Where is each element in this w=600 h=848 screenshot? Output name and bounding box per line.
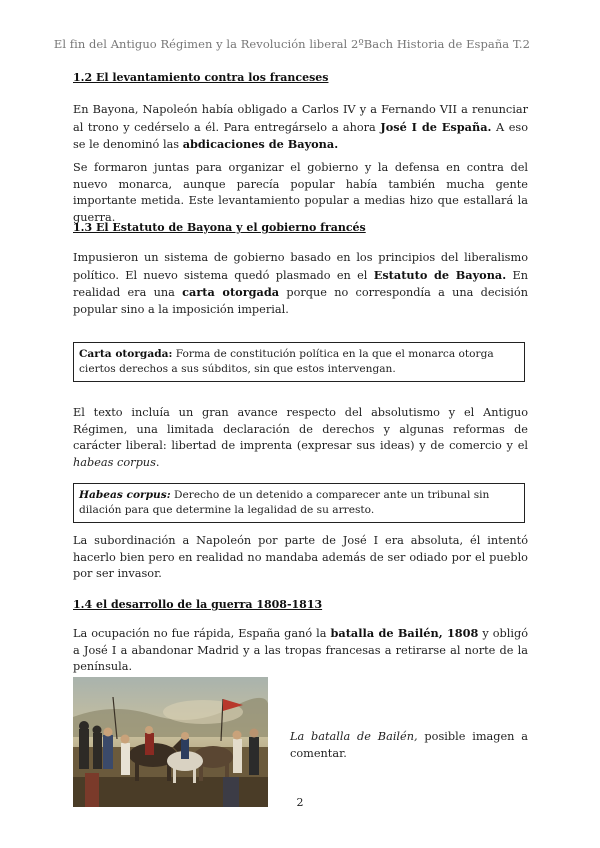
text-run: El texto incluía un gran avance respecto del absolutismo y el Antiguo Régimen, una limitada declaración de derechos y algunas reformas de carácter liberal: libertad de imprenta (expresar sus ideas) y de comercio y el: [73, 406, 528, 452]
caption-text: posible imagen a comentar.: [290, 730, 528, 760]
bold-term-abdicaciones: abdicaciones de Bayona.: [182, 137, 339, 151]
text-run: En realidad era una: [73, 268, 528, 299]
section-heading-1-4: 1.4 el desarrollo de la guerra 1808-1813: [73, 598, 323, 611]
text-run: A eso se le denominó las: [73, 120, 528, 151]
paragraph-juntas: Se formaron juntas para organizar el gobierno y la defensa en contra del nuevo monarca, aunque parecía popular había también mucha gente importante metida. Este levantamiento popular a medias hizo que estallará la guerra.: [73, 161, 528, 224]
battle-painting-image: [73, 677, 268, 807]
definition-term: Carta otorgada:: [79, 348, 173, 360]
page-number: 2: [296, 796, 304, 809]
text-run: .: [155, 455, 160, 469]
page-header: El fin del Antiguo Régimen y la Revolución liberal 2ºBach Historia de España T.2: [53, 37, 530, 51]
italic-term-habeas-corpus: habeas corpus: [73, 455, 156, 469]
image-caption: [290, 729, 528, 762]
caption-title: La batalla de Bailén,: [290, 730, 418, 743]
definition-text: Derecho de un detenido a comparecer ante un tribunal sin dilación para que determine la legalidad de su arresto.: [79, 489, 490, 516]
paragraph-ocupacion: [73, 625, 528, 676]
paragraph-estatuto: [73, 250, 528, 318]
bold-term-bailen: batalla de Bailén, 1808: [330, 626, 479, 640]
text-run: En Bayona, Napoleón había obligado a Carlos IV y a Fernando VII a renunciar al trono y cedérselo a él. Para entregárselo a ahora: [73, 103, 528, 134]
definition-box-carta-otorgada: [73, 342, 525, 382]
definition-term: Habeas corpus:: [79, 489, 171, 501]
paragraph-avance: [73, 405, 528, 471]
text-run: y obligó a José I a abandonar Madrid y a las tropas francesas a retirarse al norte de la península.: [73, 627, 528, 673]
section-heading-1-2: 1.2 El levantamiento contra los franceses: [73, 71, 329, 84]
section-heading-1-3: 1.3 El Estatuto de Bayona y el gobierno francés: [73, 221, 366, 234]
text-run: Impusieron un sistema de gobierno basado en los principios del liberalismo político. El nuevo sistema quedó plasmado en el: [73, 251, 528, 282]
definition-box-habeas-corpus: [73, 483, 525, 523]
definition-text: Forma de constitución política en la que el monarca otorga ciertos derechos a sus súbditos, sin que estos intervengan.: [79, 348, 494, 375]
paragraph-bayona: [73, 102, 528, 154]
text-run: porque no correspondía a una decisión popular sino a la imposición imperial.: [73, 286, 528, 316]
bold-term-jose-i: José I de España.: [380, 119, 492, 134]
bold-term-estatuto: Estatuto de Bayona.: [373, 267, 507, 282]
paragraph-subordinacion: La subordinación a Napoleón por parte de José I era absoluta, él intentó hacerlo bien pero en realidad no mandaba además de ser odiado por el pueblo por ser invasor.: [73, 534, 528, 580]
bold-term-carta-otorgada: carta otorgada: [182, 285, 280, 299]
text-run: La ocupación no fue rápida, España ganó la: [73, 627, 331, 640]
